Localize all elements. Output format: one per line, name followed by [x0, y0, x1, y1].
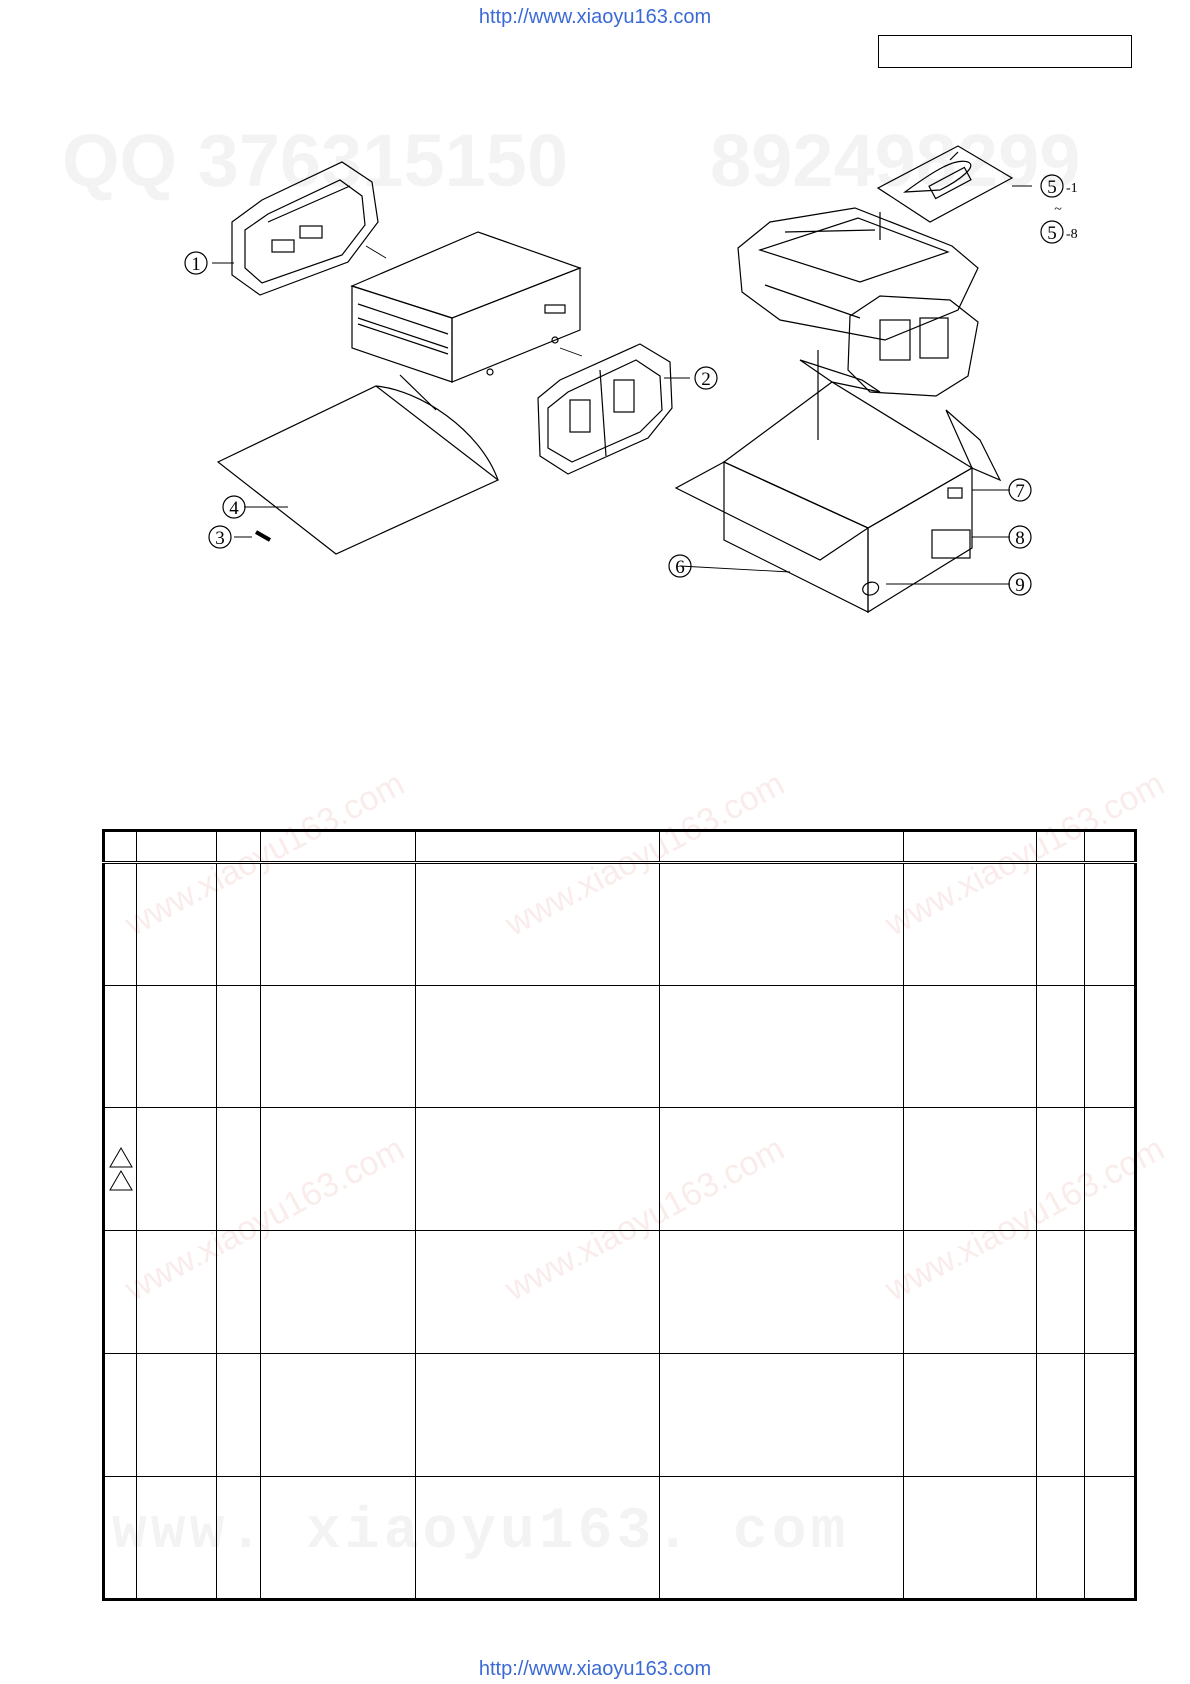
callout-5-bottom-label: 5 — [1047, 223, 1057, 244]
screw-part — [256, 532, 270, 540]
foam-cushion-left — [232, 162, 378, 295]
callout-2-label: 2 — [701, 369, 711, 390]
callout-4-label: 4 — [229, 498, 239, 519]
callout-3-label: 3 — [215, 528, 225, 549]
watermark-site — [112, 1500, 849, 1565]
leader-lines — [212, 186, 1032, 584]
watermark-diag: www.xiaoyu163.com — [118, 1129, 411, 1309]
callout-8-label: 8 — [1015, 528, 1025, 549]
packing-exploded-diagram — [0, 0, 1190, 800]
header-cell — [1037, 831, 1085, 863]
dvd-player-unit — [352, 232, 580, 382]
callout-5-suffix-bottom: -8 — [1066, 227, 1078, 242]
accessory-bag — [878, 146, 1012, 222]
range-mark: ~ — [1054, 202, 1062, 217]
header-cell — [137, 831, 217, 863]
header-cell — [1085, 831, 1136, 863]
table-row — [104, 1108, 1136, 1231]
watermark-diag: www.xiaoyu163.com — [878, 764, 1171, 944]
callout-5-suffix-top: -1 — [1066, 181, 1078, 196]
poly-bag — [218, 375, 498, 554]
foam-cushion-right — [538, 344, 672, 474]
table-row — [104, 985, 1136, 1108]
watermark-diag: www.xiaoyu163.com — [498, 764, 791, 944]
bottom-url-link[interactable]: http://www.xiaoyu163.com — [478, 1658, 712, 1680]
table-row — [104, 862, 1136, 985]
callout-5-top-label: 5 — [1047, 177, 1057, 198]
callout-7-label: 7 — [1015, 481, 1025, 502]
callout-1-label: 1 — [191, 254, 201, 275]
header-cell — [217, 831, 261, 863]
packed-assembly — [738, 208, 978, 396]
parts-list-table — [102, 829, 1137, 1601]
header-cell — [904, 831, 1037, 863]
header-cell — [660, 831, 904, 863]
table-header-row — [104, 831, 1136, 863]
watermark-diag: www.xiaoyu163.com — [118, 764, 411, 944]
watermark-diag: www.xiaoyu163.com — [878, 1129, 1171, 1309]
table-row — [104, 1354, 1136, 1477]
top-url-link[interactable]: http://www.xiaoyu163.com — [478, 6, 712, 28]
header-cell — [104, 831, 137, 863]
watermark-diag: www.xiaoyu163.com — [498, 1129, 791, 1309]
header-cell — [416, 831, 660, 863]
warning-triangle-icon — [108, 1146, 134, 1192]
carton-box — [676, 350, 1000, 612]
callout-9-label: 9 — [1015, 575, 1025, 596]
header-cell — [261, 831, 416, 863]
table-row — [104, 1231, 1136, 1354]
callout-6-label: 6 — [675, 557, 685, 578]
